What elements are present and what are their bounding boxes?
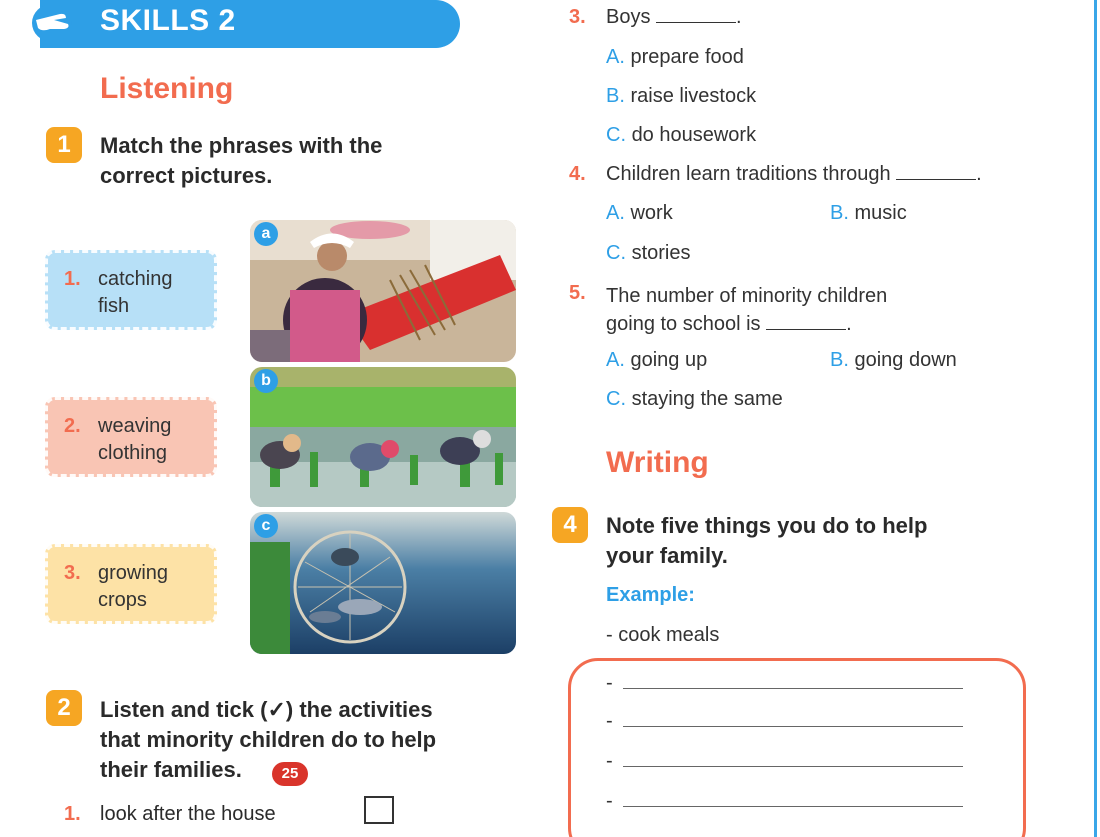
option-text: work [630, 202, 673, 224]
question-5-text [606, 282, 887, 338]
audio-track-badge[interactable]: 25 [272, 762, 308, 786]
page-title: SKILLS 2 [100, 4, 236, 37]
phrase-card-growing-crops[interactable] [45, 544, 217, 624]
task1-instruction [100, 131, 382, 191]
phrase-text: fish [98, 295, 130, 317]
option-letter: B. [830, 202, 849, 224]
phrase-number: 3. [64, 562, 81, 584]
phrase-text: catching [98, 268, 173, 290]
option-letter: A. [606, 46, 625, 68]
question-number: 3. [569, 6, 586, 28]
writing-title: Writing [606, 446, 709, 479]
task2-instruction [100, 695, 436, 785]
picture-label: b [254, 369, 278, 393]
option-letter: C. [606, 124, 626, 146]
item-number: 1. [64, 803, 81, 825]
instruction-line: their families. [100, 757, 242, 782]
question-punct: . [976, 163, 982, 185]
question-text: The number of minority children [606, 285, 888, 307]
line-prefix: - [606, 750, 613, 772]
instruction-line: Listen and tick (✓) the activities [100, 697, 433, 722]
page-edge-divider [1094, 0, 1097, 837]
option-b[interactable] [830, 202, 907, 225]
task-number-badge: 1 [46, 127, 82, 163]
option-letter: C. [606, 388, 626, 410]
option-text: do housework [631, 124, 757, 146]
option-letter: A. [606, 202, 625, 224]
option-text: staying the same [631, 388, 783, 410]
option-b[interactable] [830, 349, 957, 372]
question-text: Boys [606, 6, 651, 28]
phrase-number: 2. [64, 415, 81, 437]
list-item [64, 803, 276, 826]
option-c[interactable] [606, 242, 690, 265]
weaving-photo[interactable] [250, 220, 516, 362]
line-prefix: - [606, 672, 613, 694]
answer-blank[interactable] [766, 314, 846, 330]
writing-line[interactable] [623, 675, 963, 689]
instruction-line: that minority children do to help [100, 727, 437, 752]
question-number: 4. [569, 163, 586, 185]
answer-blank[interactable] [896, 164, 976, 180]
task-number-badge: 4 [552, 507, 588, 543]
instruction-line: your family. [606, 543, 728, 568]
question-text: Children learn traditions through [606, 163, 891, 185]
rice-planting-photo[interactable] [250, 367, 516, 507]
option-a[interactable] [606, 46, 744, 69]
question-4-text [606, 163, 982, 186]
option-text: raise livestock [630, 85, 757, 107]
option-text: prepare food [630, 46, 744, 68]
option-text: going up [630, 349, 708, 371]
item-text: look after the house [100, 803, 276, 825]
instruction-line: Note five things you do to help [606, 513, 928, 538]
option-b[interactable] [606, 85, 756, 108]
task-number-badge: 2 [46, 690, 82, 726]
pointing-hand-icon [30, 2, 80, 44]
option-c[interactable] [606, 388, 783, 411]
listening-title: Listening [100, 72, 234, 105]
question-3 [569, 6, 586, 29]
fishing-net-photo[interactable] [250, 512, 516, 654]
line-prefix: - [606, 710, 613, 732]
answer-blank[interactable] [656, 7, 736, 23]
option-letter: B. [606, 85, 625, 107]
question-text: going to school is [606, 313, 761, 335]
question-punct: . [736, 6, 742, 28]
option-a[interactable] [606, 349, 707, 372]
question-3-text [606, 6, 742, 29]
phrase-text: growing [98, 562, 169, 584]
option-letter: C. [606, 242, 626, 264]
phrase-text: weaving [98, 415, 172, 437]
option-a[interactable] [606, 202, 673, 225]
tick-checkbox[interactable] [364, 796, 394, 824]
option-letter: A. [606, 349, 625, 371]
phrase-card-weaving-clothing[interactable] [45, 397, 217, 477]
answer-line[interactable] [606, 790, 963, 813]
phrase-text: clothing [98, 442, 167, 464]
option-text: music [854, 202, 907, 224]
example-label: Example: [606, 584, 695, 606]
question-number: 5. [569, 282, 586, 304]
writing-line[interactable] [623, 713, 963, 727]
writing-line[interactable] [623, 753, 963, 767]
phrase-text: crops [98, 589, 147, 611]
line-prefix: - [606, 790, 613, 812]
task4-instruction [606, 511, 927, 571]
option-text: going down [854, 349, 957, 371]
example-text: - cook meals [606, 624, 720, 646]
phrase-number: 1. [64, 268, 81, 290]
instruction-line: correct pictures. [100, 163, 273, 188]
picture-label: a [254, 222, 278, 246]
answer-line[interactable] [606, 710, 963, 733]
writing-line[interactable] [623, 793, 963, 807]
option-c[interactable] [606, 124, 756, 147]
answer-line[interactable] [606, 750, 963, 773]
option-text: stories [631, 242, 691, 264]
phrase-card-catching-fish[interactable] [45, 250, 217, 330]
answer-line[interactable] [606, 672, 963, 695]
question-punct: . [846, 313, 852, 335]
instruction-line: Match the phrases with the [100, 133, 383, 158]
picture-label: c [254, 514, 278, 538]
option-letter: B. [830, 349, 849, 371]
